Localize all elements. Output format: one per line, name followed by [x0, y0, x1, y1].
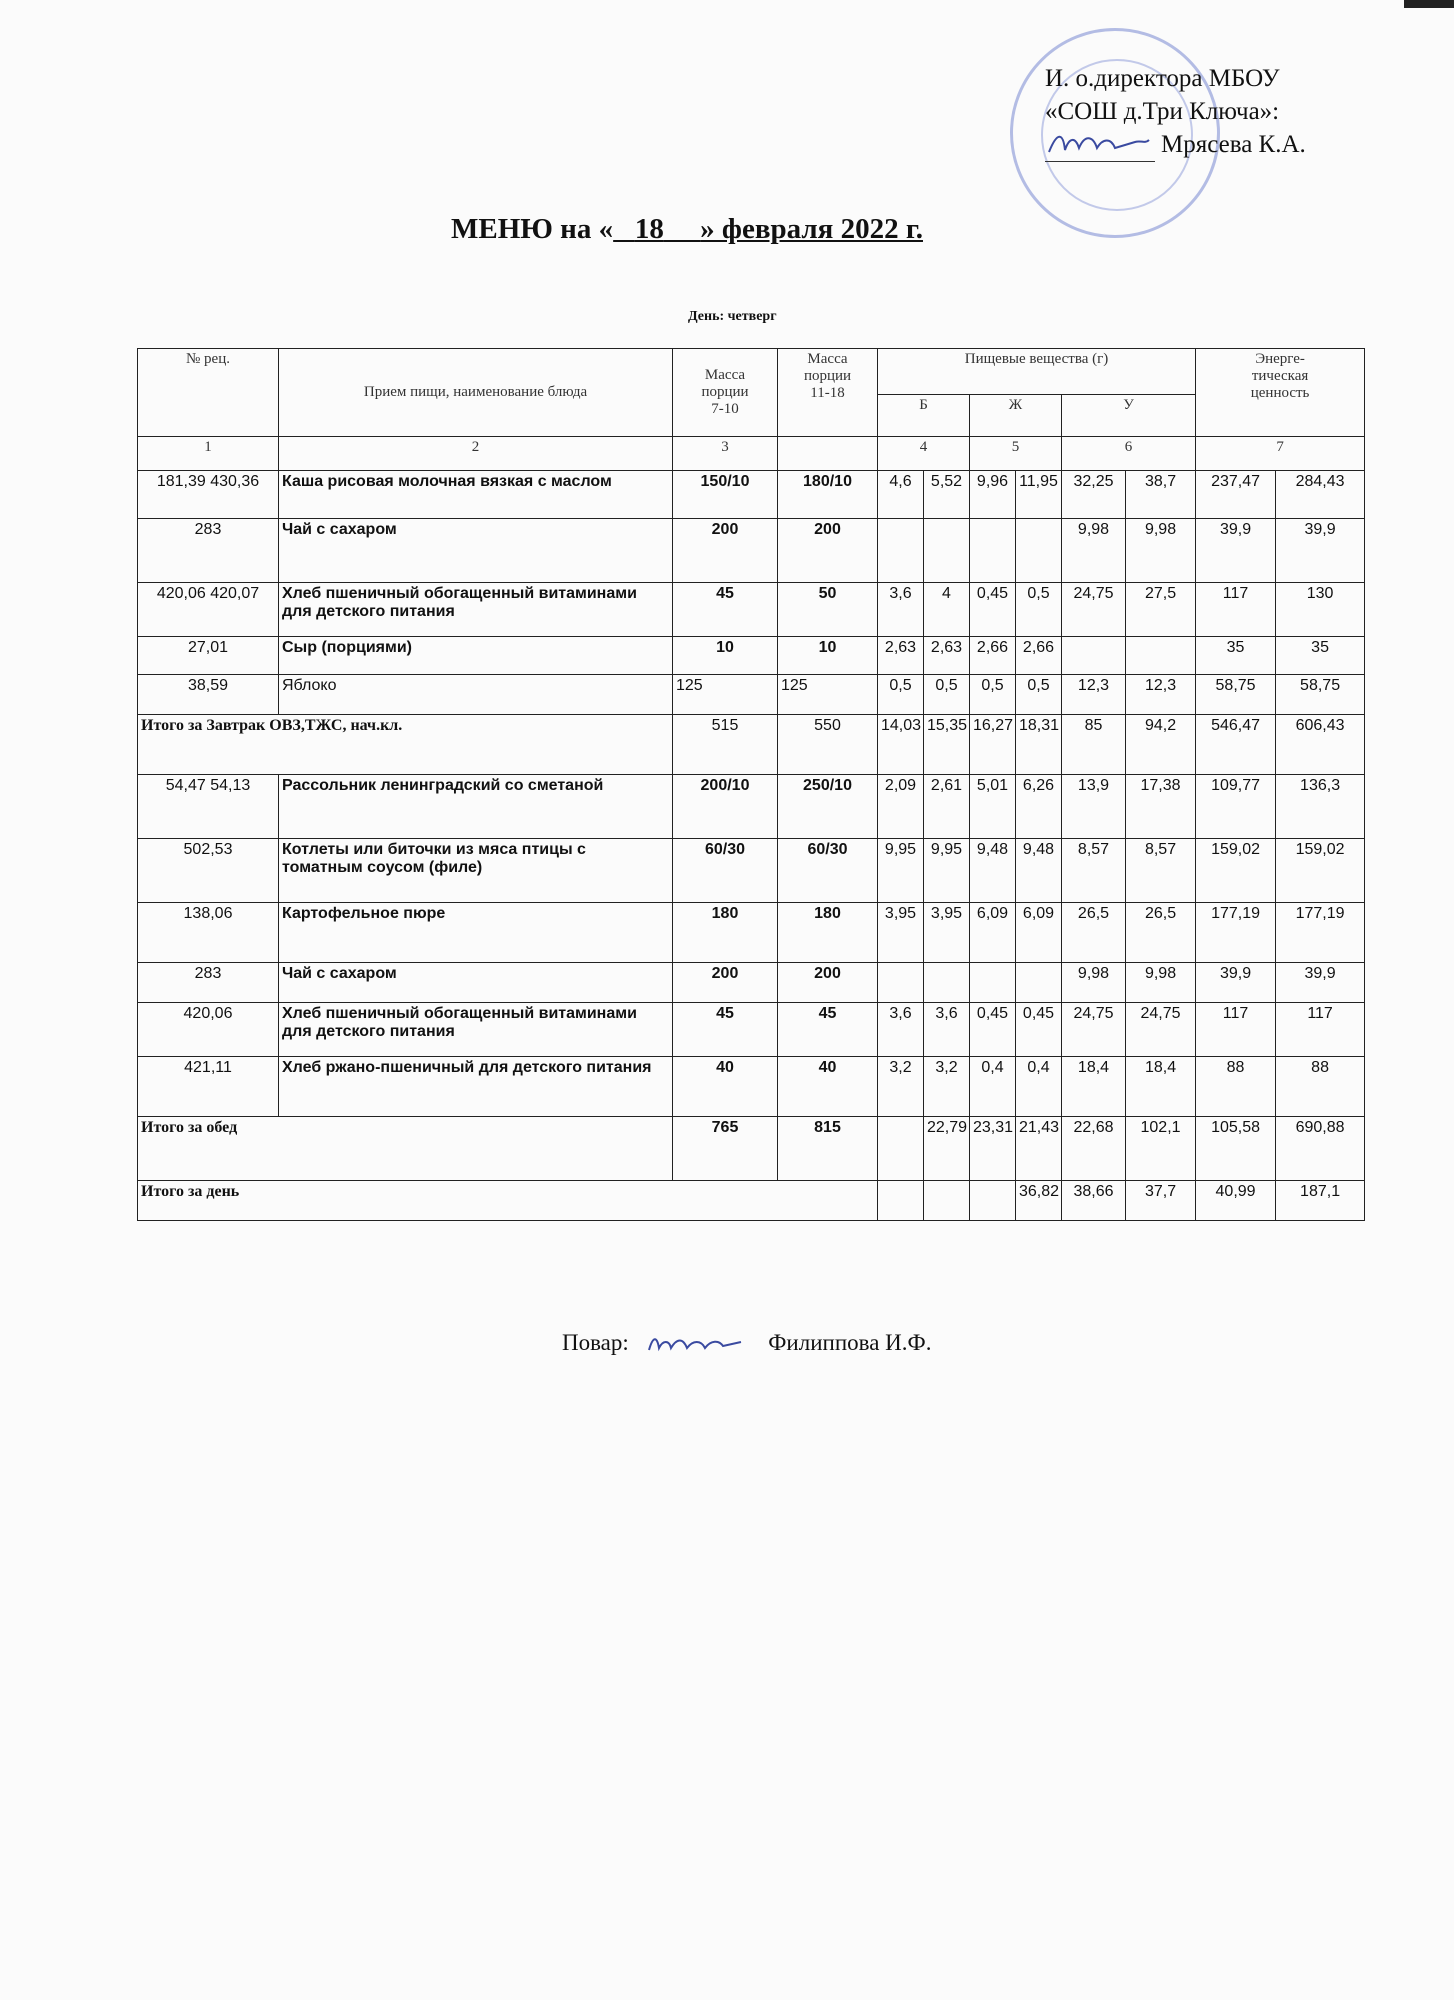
scan-edge-mark [1404, 0, 1454, 8]
table-row: 27,01 Сыр (порциями) 10 10 2,63 2,63 2,66 2,66 35 35 [138, 637, 1365, 675]
col-protein: Б [878, 395, 970, 437]
lunch-total-row: Итого за обед 765 815 22,79 23,31 21,43 22,68 102,1 105,58 690,88 [138, 1117, 1365, 1181]
table-row: 54,47 54,13 Рассольник ленинградский со сметаной 200/10 250/10 2,09 2,61 5,01 6,26 13,9 17,38 109,77 136,3 [138, 775, 1365, 839]
col-nutrients: Пищевые вещества (г) [878, 349, 1196, 395]
col-number-2: 2 [279, 437, 673, 471]
col-energy: Энерге- тическая ценность [1196, 349, 1365, 437]
director-signature [1045, 128, 1153, 160]
col-number-3: 3 [673, 437, 778, 471]
cook-signature [645, 1332, 745, 1358]
cook-name: Филиппова И.Ф. [768, 1330, 932, 1355]
table-row: 138,06 Картофельное пюре 180 180 3,95 3,95 6,09 6,09 26,5 26,5 177,19 177,19 [138, 903, 1365, 963]
col-carbs: У [1062, 395, 1196, 437]
col-recipe-no: № рец. [138, 349, 279, 437]
director-name: Мрясева К.А. [1161, 131, 1306, 158]
header-row-1 [138, 349, 1365, 395]
col-number-7: 7 [1196, 437, 1365, 471]
table-row: 38,59 Яблоко 125 125 0,5 0,5 0,5 0,5 12,3 12,3 58,75 58,75 [138, 675, 1365, 715]
cook-signature-block [562, 1330, 931, 1358]
menu-table [137, 348, 1365, 1221]
breakfast-total-row: Итого за Завтрак ОВЗ,ТЖС, нач.кл. 515 550 14,03 15,35 16,27 18,31 85 94,2 546,47 606,43 [138, 715, 1365, 775]
table-row: 420,06 420,07 Хлеб пшеничный обогащенный витаминами для детского питания 45 50 3,6 4 0,45 0,5 24,75 27,5 117 130 [138, 583, 1365, 637]
col-number-6: 6 [1062, 437, 1196, 471]
table-row: 181,39 430,36 Каша рисовая молочная вязкая с маслом 150/10 180/10 4,6 5,52 9,96 11,95 32,25 38,7 237,47 284,43 [138, 471, 1365, 519]
col-mass-7-10: Масса порции 7-10 [673, 349, 778, 437]
approval-line-2: «СОШ д.Три Ключа»: [1045, 98, 1280, 125]
table-row: 283 Чай с сахаром 200 200 9,98 9,98 39,9 39,9 [138, 519, 1365, 583]
approval-line-1: И. о.директора МБОУ [1045, 65, 1280, 92]
day-label: День: четверг [688, 309, 777, 324]
table-row: 502,53 Котлеты или биточки из мяса птицы с томатным соусом (филе) 60/30 60/30 9,95 9,95 9,48 9,48 8,57 8,57 159,02 159,02 [138, 839, 1365, 903]
day-total-row: Итого за день 36,82 38,66 37,7 40,99 187,1 [138, 1181, 1365, 1221]
cook-label: Повар: [562, 1330, 629, 1355]
table-row: 420,06 Хлеб пшеничный обогащенный витаминами для детского питания 45 45 3,6 3,6 0,45 0,45 24,75 24,75 117 117 [138, 1003, 1365, 1057]
header-numbers-row [138, 437, 1365, 471]
table-row: 421,11 Хлеб ржано-пшеничный для детского питания 40 40 3,2 3,2 0,4 0,4 18,4 18,4 88 88 [138, 1057, 1365, 1117]
col-number-5: 5 [970, 437, 1062, 471]
col-mass-11-18: Масса порции 11-18 [778, 349, 878, 437]
col-fat: Ж [970, 395, 1062, 437]
page-title: МЕНЮ на « 18 » февраля 2022 г. [451, 213, 923, 245]
table-row: 283 Чай с сахаром 200 200 9,98 9,98 39,9 39,9 [138, 963, 1365, 1003]
col-number-1: 1 [138, 437, 279, 471]
title-day: 18 [634, 213, 664, 245]
col-number-4: 4 [878, 437, 970, 471]
col-dish: Прием пищи, наименование блюда [279, 349, 673, 437]
